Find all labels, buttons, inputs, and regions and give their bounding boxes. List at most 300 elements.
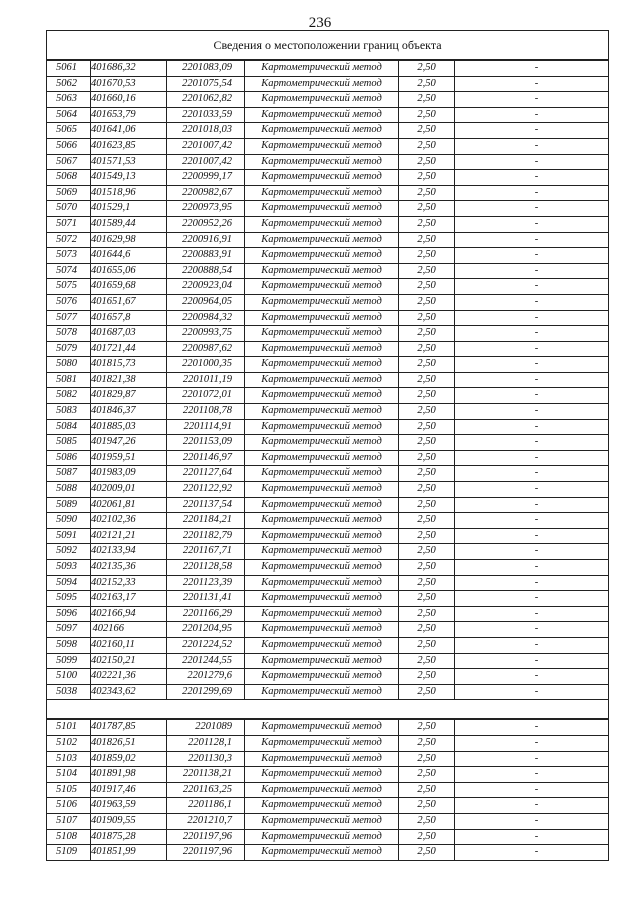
cell-point-number: 5078 [47,326,91,342]
cell-method: Картометрический метод [245,813,399,829]
cell-description: - [455,813,609,829]
cell-description: - [455,326,609,342]
cell-coord-x: 402166,94 [91,606,167,622]
cell-coord-x: 401829,87 [91,388,167,404]
cell-point-number: 5038 [47,684,91,700]
cell-accuracy: 2,50 [399,653,455,669]
cell-coord-y: 2201224,52 [167,637,245,653]
cell-point-number: 5064 [47,107,91,123]
page-number: 236 [308,15,332,31]
cell-method: Картометрический метод [245,232,399,248]
table-row [47,684,609,700]
cell-point-number: 5074 [47,263,91,279]
cell-coord-y: 2201127,64 [167,466,245,482]
cell-accuracy: 2,50 [399,154,455,170]
cell-method: Картометрический метод [245,388,399,404]
table-row [47,497,609,513]
cell-coord-y: 2201138,21 [167,767,245,783]
cell-point-number: 5067 [47,154,91,170]
cell-description: - [455,154,609,170]
cell-description: - [455,123,609,139]
cell-point-number: 5094 [47,575,91,591]
cell-coord-x: 401721,44 [91,341,167,357]
cell-coord-x: 401641,06 [91,123,167,139]
table-row [47,751,609,767]
table-row [47,767,609,783]
cell-description: - [455,419,609,435]
table-row [47,466,609,482]
cell-accuracy: 2,50 [399,829,455,845]
table-row [47,528,609,544]
cell-method: Картометрический метод [245,466,399,482]
cell-method: Картометрический метод [245,513,399,529]
table-row [47,201,609,217]
cell-method: Картометрический метод [245,310,399,326]
table-row [47,735,609,751]
cell-description: - [455,544,609,560]
cell-accuracy: 2,50 [399,798,455,814]
cell-coord-x: 401815,73 [91,357,167,373]
cell-point-number: 5106 [47,798,91,814]
cell-point-number: 5096 [47,606,91,622]
cell-description: - [455,735,609,751]
cell-point-number: 5086 [47,450,91,466]
cell-coord-x: 402166 [91,622,167,638]
cell-point-number: 5101 [47,719,91,735]
cell-coord-y: 2201167,71 [167,544,245,560]
cell-point-number: 5080 [47,357,91,373]
table-row [47,591,609,607]
cell-coord-y: 2201062,82 [167,92,245,108]
cell-coord-x: 401859,02 [91,751,167,767]
table-row [47,232,609,248]
cell-description: - [455,170,609,186]
cell-method: Картометрический метод [245,107,399,123]
cell-method: Картометрический метод [245,170,399,186]
table-heading-row [47,31,609,61]
cell-method: Картометрический метод [245,575,399,591]
cell-coord-y: 2201000,35 [167,357,245,373]
cell-coord-y: 2201204,95 [167,622,245,638]
cell-description: - [455,76,609,92]
table-row [47,138,609,154]
cell-coord-x: 401589,44 [91,216,167,232]
cell-point-number: 5076 [47,294,91,310]
cell-accuracy: 2,50 [399,528,455,544]
cell-coord-y: 2201018,03 [167,123,245,139]
cell-accuracy: 2,50 [399,138,455,154]
cell-description: - [455,60,609,76]
cell-point-number: 5069 [47,185,91,201]
cell-coord-y: 2200916,91 [167,232,245,248]
cell-coord-y: 2201146,97 [167,450,245,466]
table-row [47,544,609,560]
table-row [47,482,609,498]
cell-accuracy: 2,50 [399,388,455,404]
table-body [47,31,609,861]
cell-point-number: 5082 [47,388,91,404]
cell-coord-x: 402133,94 [91,544,167,560]
cell-description: - [455,482,609,498]
cell-accuracy: 2,50 [399,92,455,108]
cell-coord-y: 2201083,09 [167,60,245,76]
boundary-coordinates-table [46,30,609,861]
cell-method: Картометрический метод [245,622,399,638]
cell-method: Картометрический метод [245,528,399,544]
cell-description: - [455,719,609,735]
table-row [47,637,609,653]
cell-coord-x: 402152,33 [91,575,167,591]
cell-method: Картометрический метод [245,684,399,700]
cell-description: - [455,138,609,154]
table-row [47,294,609,310]
cell-coord-y: 2200999,17 [167,170,245,186]
cell-point-number: 5075 [47,279,91,295]
cell-point-number: 5100 [47,669,91,685]
table-row [47,845,609,861]
cell-method: Картометрический метод [245,845,399,861]
table-row [47,357,609,373]
cell-method: Картометрический метод [245,123,399,139]
cell-accuracy: 2,50 [399,497,455,513]
table-row [47,513,609,529]
cell-accuracy: 2,50 [399,845,455,861]
cell-coord-y: 2201210,7 [167,813,245,829]
table-row [47,560,609,576]
cell-point-number: 5089 [47,497,91,513]
cell-description: - [455,528,609,544]
cell-description: - [455,497,609,513]
cell-coord-y: 2201007,42 [167,154,245,170]
cell-coord-x: 401659,68 [91,279,167,295]
cell-accuracy: 2,50 [399,560,455,576]
cell-accuracy: 2,50 [399,575,455,591]
cell-method: Картометрический метод [245,719,399,735]
cell-accuracy: 2,50 [399,591,455,607]
cell-description: - [455,637,609,653]
cell-point-number: 5099 [47,653,91,669]
cell-accuracy: 2,50 [399,435,455,451]
cell-point-number: 5062 [47,76,91,92]
cell-coord-y: 2201072,01 [167,388,245,404]
cell-coord-x: 401623,85 [91,138,167,154]
cell-coord-x: 401851,99 [91,845,167,861]
cell-method: Картометрический метод [245,637,399,653]
cell-point-number: 5095 [47,591,91,607]
cell-point-number: 5104 [47,767,91,783]
cell-coord-x: 401963,59 [91,798,167,814]
cell-accuracy: 2,50 [399,719,455,735]
cell-method: Картометрический метод [245,279,399,295]
cell-description: - [455,185,609,201]
cell-method: Картометрический метод [245,798,399,814]
cell-description: - [455,404,609,420]
table-row [47,341,609,357]
table-row [47,263,609,279]
cell-description: - [455,372,609,388]
cell-coord-x: 401518,96 [91,185,167,201]
cell-coord-x: 402163,17 [91,591,167,607]
cell-coord-x: 401644,6 [91,248,167,264]
cell-accuracy: 2,50 [399,357,455,373]
table-row [47,279,609,295]
cell-coord-y: 2200923,04 [167,279,245,295]
cell-point-number: 5061 [47,60,91,76]
cell-accuracy: 2,50 [399,310,455,326]
cell-coord-x: 402061,81 [91,497,167,513]
cell-coord-x: 401885,03 [91,419,167,435]
cell-coord-x: 401909,55 [91,813,167,829]
cell-coord-x: 402160,11 [91,637,167,653]
cell-description: - [455,560,609,576]
table-row [47,310,609,326]
cell-coord-x: 401529,1 [91,201,167,217]
cell-coord-y: 2201153,09 [167,435,245,451]
cell-point-number: 5103 [47,751,91,767]
cell-method: Картометрический метод [245,591,399,607]
table-row [47,719,609,735]
cell-accuracy: 2,50 [399,622,455,638]
cell-accuracy: 2,50 [399,782,455,798]
cell-method: Картометрический метод [245,829,399,845]
cell-description: - [455,341,609,357]
cell-coord-x: 402221,36 [91,669,167,685]
cell-method: Картометрический метод [245,60,399,76]
cell-coord-x: 401629,98 [91,232,167,248]
cell-coord-x: 401653,79 [91,107,167,123]
table-title: Сведения о местоположении границ объекта [47,31,609,61]
cell-accuracy: 2,50 [399,107,455,123]
cell-coord-y: 2201244,55 [167,653,245,669]
cell-accuracy: 2,50 [399,419,455,435]
cell-coord-y: 2201299,69 [167,684,245,700]
table-row [47,248,609,264]
cell-point-number: 5068 [47,170,91,186]
cell-method: Картометрический метод [245,326,399,342]
cell-method: Картометрический метод [245,782,399,798]
cell-coord-x: 401687,03 [91,326,167,342]
table-row [47,813,609,829]
table-row [47,450,609,466]
cell-description: - [455,575,609,591]
cell-coord-y: 2200984,32 [167,310,245,326]
cell-coord-x: 402150,21 [91,653,167,669]
cell-description: - [455,684,609,700]
cell-accuracy: 2,50 [399,123,455,139]
cell-point-number: 5107 [47,813,91,829]
cell-accuracy: 2,50 [399,279,455,295]
table-row [47,326,609,342]
cell-accuracy: 2,50 [399,263,455,279]
cell-method: Картометрический метод [245,482,399,498]
cell-method: Картометрический метод [245,450,399,466]
cell-description: - [455,622,609,638]
table-row [47,404,609,420]
cell-accuracy: 2,50 [399,544,455,560]
cell-point-number: 5084 [47,419,91,435]
cell-accuracy: 2,50 [399,372,455,388]
cell-coord-x: 401947,26 [91,435,167,451]
cell-coord-y: 2201128,58 [167,560,245,576]
cell-accuracy: 2,50 [399,466,455,482]
table-row [47,606,609,622]
cell-coord-y: 2201197,96 [167,829,245,845]
cell-coord-x: 401821,38 [91,372,167,388]
cell-point-number: 5072 [47,232,91,248]
cell-coord-y: 2200987,62 [167,341,245,357]
cell-method: Картометрический метод [245,606,399,622]
cell-description: - [455,782,609,798]
cell-accuracy: 2,50 [399,751,455,767]
cell-point-number: 5073 [47,248,91,264]
cell-accuracy: 2,50 [399,637,455,653]
cell-method: Картометрический метод [245,357,399,373]
cell-method: Картометрический метод [245,372,399,388]
cell-description: - [455,751,609,767]
cell-point-number: 5066 [47,138,91,154]
cell-accuracy: 2,50 [399,201,455,217]
cell-method: Картометрический метод [245,497,399,513]
cell-accuracy: 2,50 [399,684,455,700]
cell-coord-y: 2201007,42 [167,138,245,154]
cell-method: Картометрический метод [245,735,399,751]
cell-point-number: 5109 [47,845,91,861]
cell-description: - [455,845,609,861]
group-separator-row [47,700,609,720]
cell-accuracy: 2,50 [399,606,455,622]
table-row [47,419,609,435]
cell-point-number: 5087 [47,466,91,482]
cell-point-number: 5081 [47,372,91,388]
cell-coord-y: 2200883,91 [167,248,245,264]
cell-method: Картометрический метод [245,263,399,279]
cell-method: Картометрический метод [245,653,399,669]
cell-description: - [455,591,609,607]
cell-coord-x: 402121,21 [91,528,167,544]
cell-accuracy: 2,50 [399,767,455,783]
cell-coord-x: 401549,13 [91,170,167,186]
cell-method: Картометрический метод [245,92,399,108]
cell-coord-y: 2201279,6 [167,669,245,685]
cell-coord-y: 2201122,92 [167,482,245,498]
table-row [47,622,609,638]
cell-coord-x: 401651,67 [91,294,167,310]
cell-description: - [455,310,609,326]
table-row [47,798,609,814]
cell-description: - [455,92,609,108]
cell-accuracy: 2,50 [399,482,455,498]
cell-description: - [455,232,609,248]
cell-description: - [455,767,609,783]
cell-coord-y: 2201108,78 [167,404,245,420]
cell-method: Картометрический метод [245,404,399,420]
cell-point-number: 5079 [47,341,91,357]
cell-coord-y: 2201184,21 [167,513,245,529]
cell-coord-y: 2201163,25 [167,782,245,798]
cell-coord-x: 402343,62 [91,684,167,700]
cell-method: Картометрический метод [245,138,399,154]
cell-coord-x: 401983,09 [91,466,167,482]
cell-description: - [455,294,609,310]
cell-coord-x: 401959,51 [91,450,167,466]
table-row [47,372,609,388]
cell-coord-y: 2201075,54 [167,76,245,92]
cell-coord-x: 401660,16 [91,92,167,108]
cell-description: - [455,669,609,685]
table-row [47,76,609,92]
cell-accuracy: 2,50 [399,341,455,357]
table-row [47,782,609,798]
cell-method: Картометрический метод [245,767,399,783]
cell-point-number: 5083 [47,404,91,420]
table-row [47,107,609,123]
cell-method: Картометрический метод [245,185,399,201]
cell-description: - [455,513,609,529]
cell-description: - [455,216,609,232]
cell-method: Картометрический метод [245,751,399,767]
cell-coord-y: 2201197,96 [167,845,245,861]
cell-point-number: 5070 [47,201,91,217]
cell-accuracy: 2,50 [399,170,455,186]
cell-accuracy: 2,50 [399,326,455,342]
cell-description: - [455,829,609,845]
cell-description: - [455,201,609,217]
cell-method: Картометрический метод [245,669,399,685]
cell-coord-x: 402102,36 [91,513,167,529]
cell-coord-x: 401655,06 [91,263,167,279]
cell-method: Картометрический метод [245,435,399,451]
cell-accuracy: 2,50 [399,232,455,248]
cell-point-number: 5093 [47,560,91,576]
cell-point-number: 5105 [47,782,91,798]
cell-method: Картометрический метод [245,560,399,576]
cell-coord-y: 2201130,3 [167,751,245,767]
cell-point-number: 5098 [47,637,91,653]
cell-accuracy: 2,50 [399,76,455,92]
cell-coord-y: 2201123,39 [167,575,245,591]
cell-accuracy: 2,50 [399,185,455,201]
cell-accuracy: 2,50 [399,813,455,829]
cell-coord-y: 2201131,41 [167,591,245,607]
table-row [47,435,609,451]
cell-method: Картометрический метод [245,76,399,92]
cell-method: Картометрический метод [245,248,399,264]
cell-description: - [455,279,609,295]
cell-description: - [455,107,609,123]
cell-coord-y: 2201128,1 [167,735,245,751]
table-row [47,653,609,669]
table-row [47,575,609,591]
cell-accuracy: 2,50 [399,513,455,529]
cell-coord-x: 401875,28 [91,829,167,845]
cell-point-number: 5088 [47,482,91,498]
cell-coord-y: 2201166,29 [167,606,245,622]
cell-accuracy: 2,50 [399,248,455,264]
cell-accuracy: 2,50 [399,669,455,685]
cell-point-number: 5108 [47,829,91,845]
cell-accuracy: 2,50 [399,450,455,466]
table-row [47,669,609,685]
table-row [47,123,609,139]
cell-point-number: 5063 [47,92,91,108]
cell-coord-x: 401787,85 [91,719,167,735]
cell-method: Картометрический метод [245,419,399,435]
cell-coord-x: 401657,8 [91,310,167,326]
cell-point-number: 5090 [47,513,91,529]
table-row [47,154,609,170]
table-row [47,92,609,108]
table-row [47,829,609,845]
